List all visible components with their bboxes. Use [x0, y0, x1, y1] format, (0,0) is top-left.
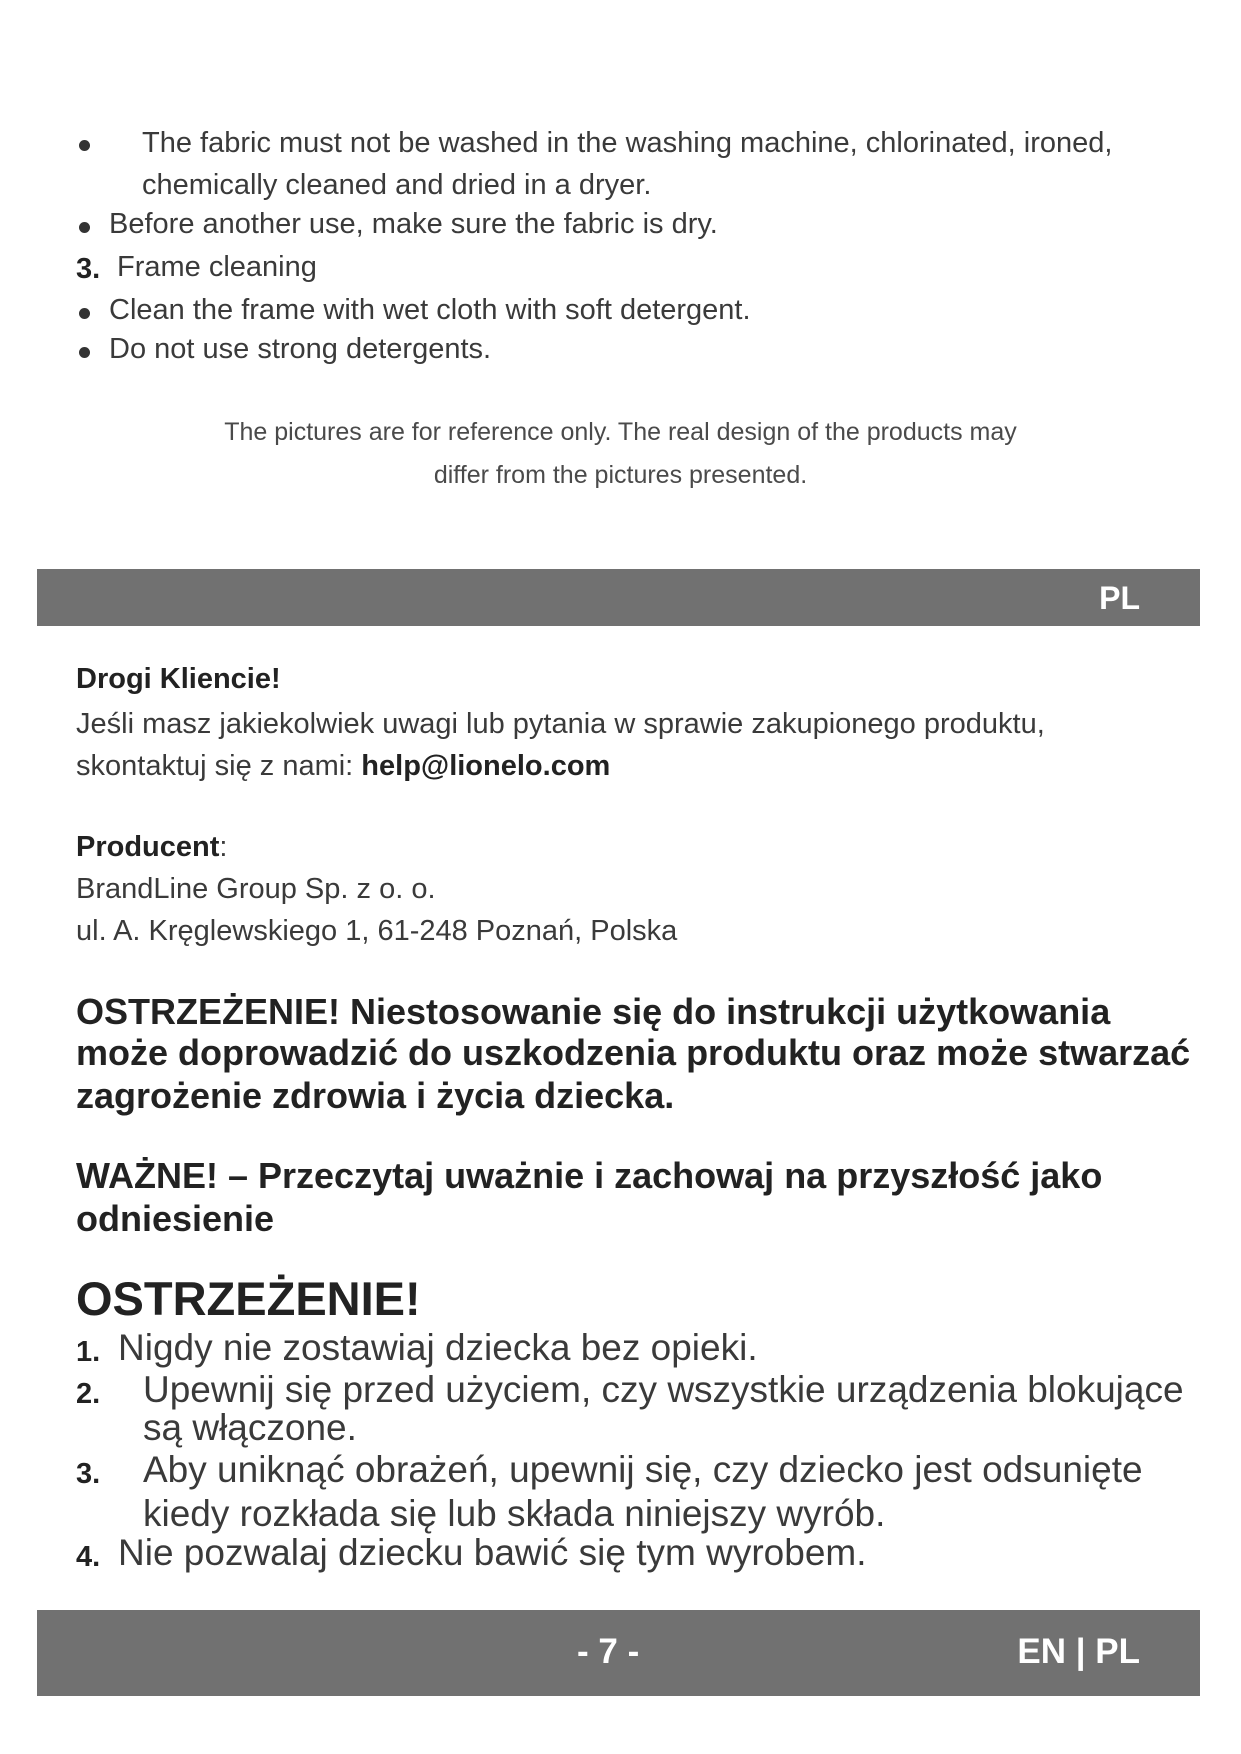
warning-item-3-line2: kiedy rozkłada się lub składa niniejszy wyrób. [143, 1493, 886, 1534]
producer-company: BrandLine Group Sp. z o. o. [76, 873, 436, 905]
dry-rule: Before another use, make sure the fabric is dry. [109, 208, 718, 240]
warning-line3: zagrożenie zdrowia i życia dziecka. [76, 1075, 675, 1116]
bullet-icon [79, 347, 90, 358]
warning-item-4-number: 4. [76, 1541, 101, 1573]
language-band-pl [37, 569, 1200, 626]
frame-title: Frame cleaning [117, 251, 317, 283]
producer-label: Producent [76, 831, 220, 863]
warning-line1: OSTRZEŻENIE! Niestosowanie się do instrukcji użytkowania [76, 991, 1111, 1032]
contact-line2 [76, 745, 610, 787]
contact-prefix: skontaktuj się z nami: [76, 750, 362, 782]
warning-item-2-number: 2. [76, 1378, 101, 1410]
frame-rule-1: Clean the frame with wet cloth with soft detergent. [109, 294, 751, 326]
page-footer [37, 1610, 1200, 1696]
warnings-title: OSTRZEŻENIE! [76, 1272, 421, 1325]
warning-item-1: Nigdy nie zostawiaj dziecka bez opieki. [118, 1327, 758, 1368]
warning-item-1-number: 1. [76, 1336, 101, 1368]
page-number: - 7 - [577, 1632, 640, 1671]
warning-item-2-line1: Upewnij się przed użyciem, czy wszystkie urządzenia blokujące [143, 1369, 1184, 1410]
frame-number: 3. [76, 253, 101, 285]
warning-item-3-number: 3. [76, 1458, 101, 1490]
producer-address: ul. A. Kręglewskiego 1, 61-248 Poznań, Polska [76, 915, 678, 947]
bullet-icon [79, 222, 90, 233]
disclaimer-line1: The pictures are for reference only. The real design of the products may [224, 418, 1017, 446]
producer-colon: : [219, 831, 228, 863]
disclaimer-line2: differ from the pictures presented. [433, 461, 808, 489]
important-line1: WAŻNE! – Przeczytaj uważnie i zachowaj na przyszłość jako [76, 1155, 1103, 1196]
producer-heading [76, 826, 227, 868]
contact-email-link[interactable]: help@lionelo.com [361, 750, 611, 782]
important-block [76, 1154, 1196, 1240]
contact-line1: Jeśli masz jakiekolwiek uwagi lub pytania w sprawie zakupionego produktu, [76, 708, 1045, 740]
fabric-rule-line2: chemically cleaned and dried in a dryer. [142, 169, 652, 201]
warning-item-3-line1: Aby uniknąć obrażeń, upewnij się, czy dziecko jest odsunięte [143, 1449, 1143, 1490]
warning-line2: może doprowadzić do uszkodzenia produktu oraz może stwarzać [76, 1032, 1191, 1073]
frame-rule-2: Do not use strong detergents. [109, 333, 492, 365]
footer-languages: EN | PL [1017, 1632, 1140, 1671]
language-label: PL [1099, 580, 1140, 616]
bullet-icon [79, 140, 90, 151]
bullet-icon [79, 308, 90, 319]
important-line2: odniesienie [76, 1198, 275, 1239]
warning-item-2-line2: są włączone. [143, 1407, 357, 1448]
warning-item-4: Nie pozwalaj dziecku bawić się tym wyrobem. [118, 1532, 867, 1573]
fabric-rule-line1: The fabric must not be washed in the washing machine, chlorinated, ironed, [142, 127, 1113, 159]
warning-block [76, 991, 1196, 1116]
contact-greeting: Drogi Kliencie! [76, 663, 281, 695]
